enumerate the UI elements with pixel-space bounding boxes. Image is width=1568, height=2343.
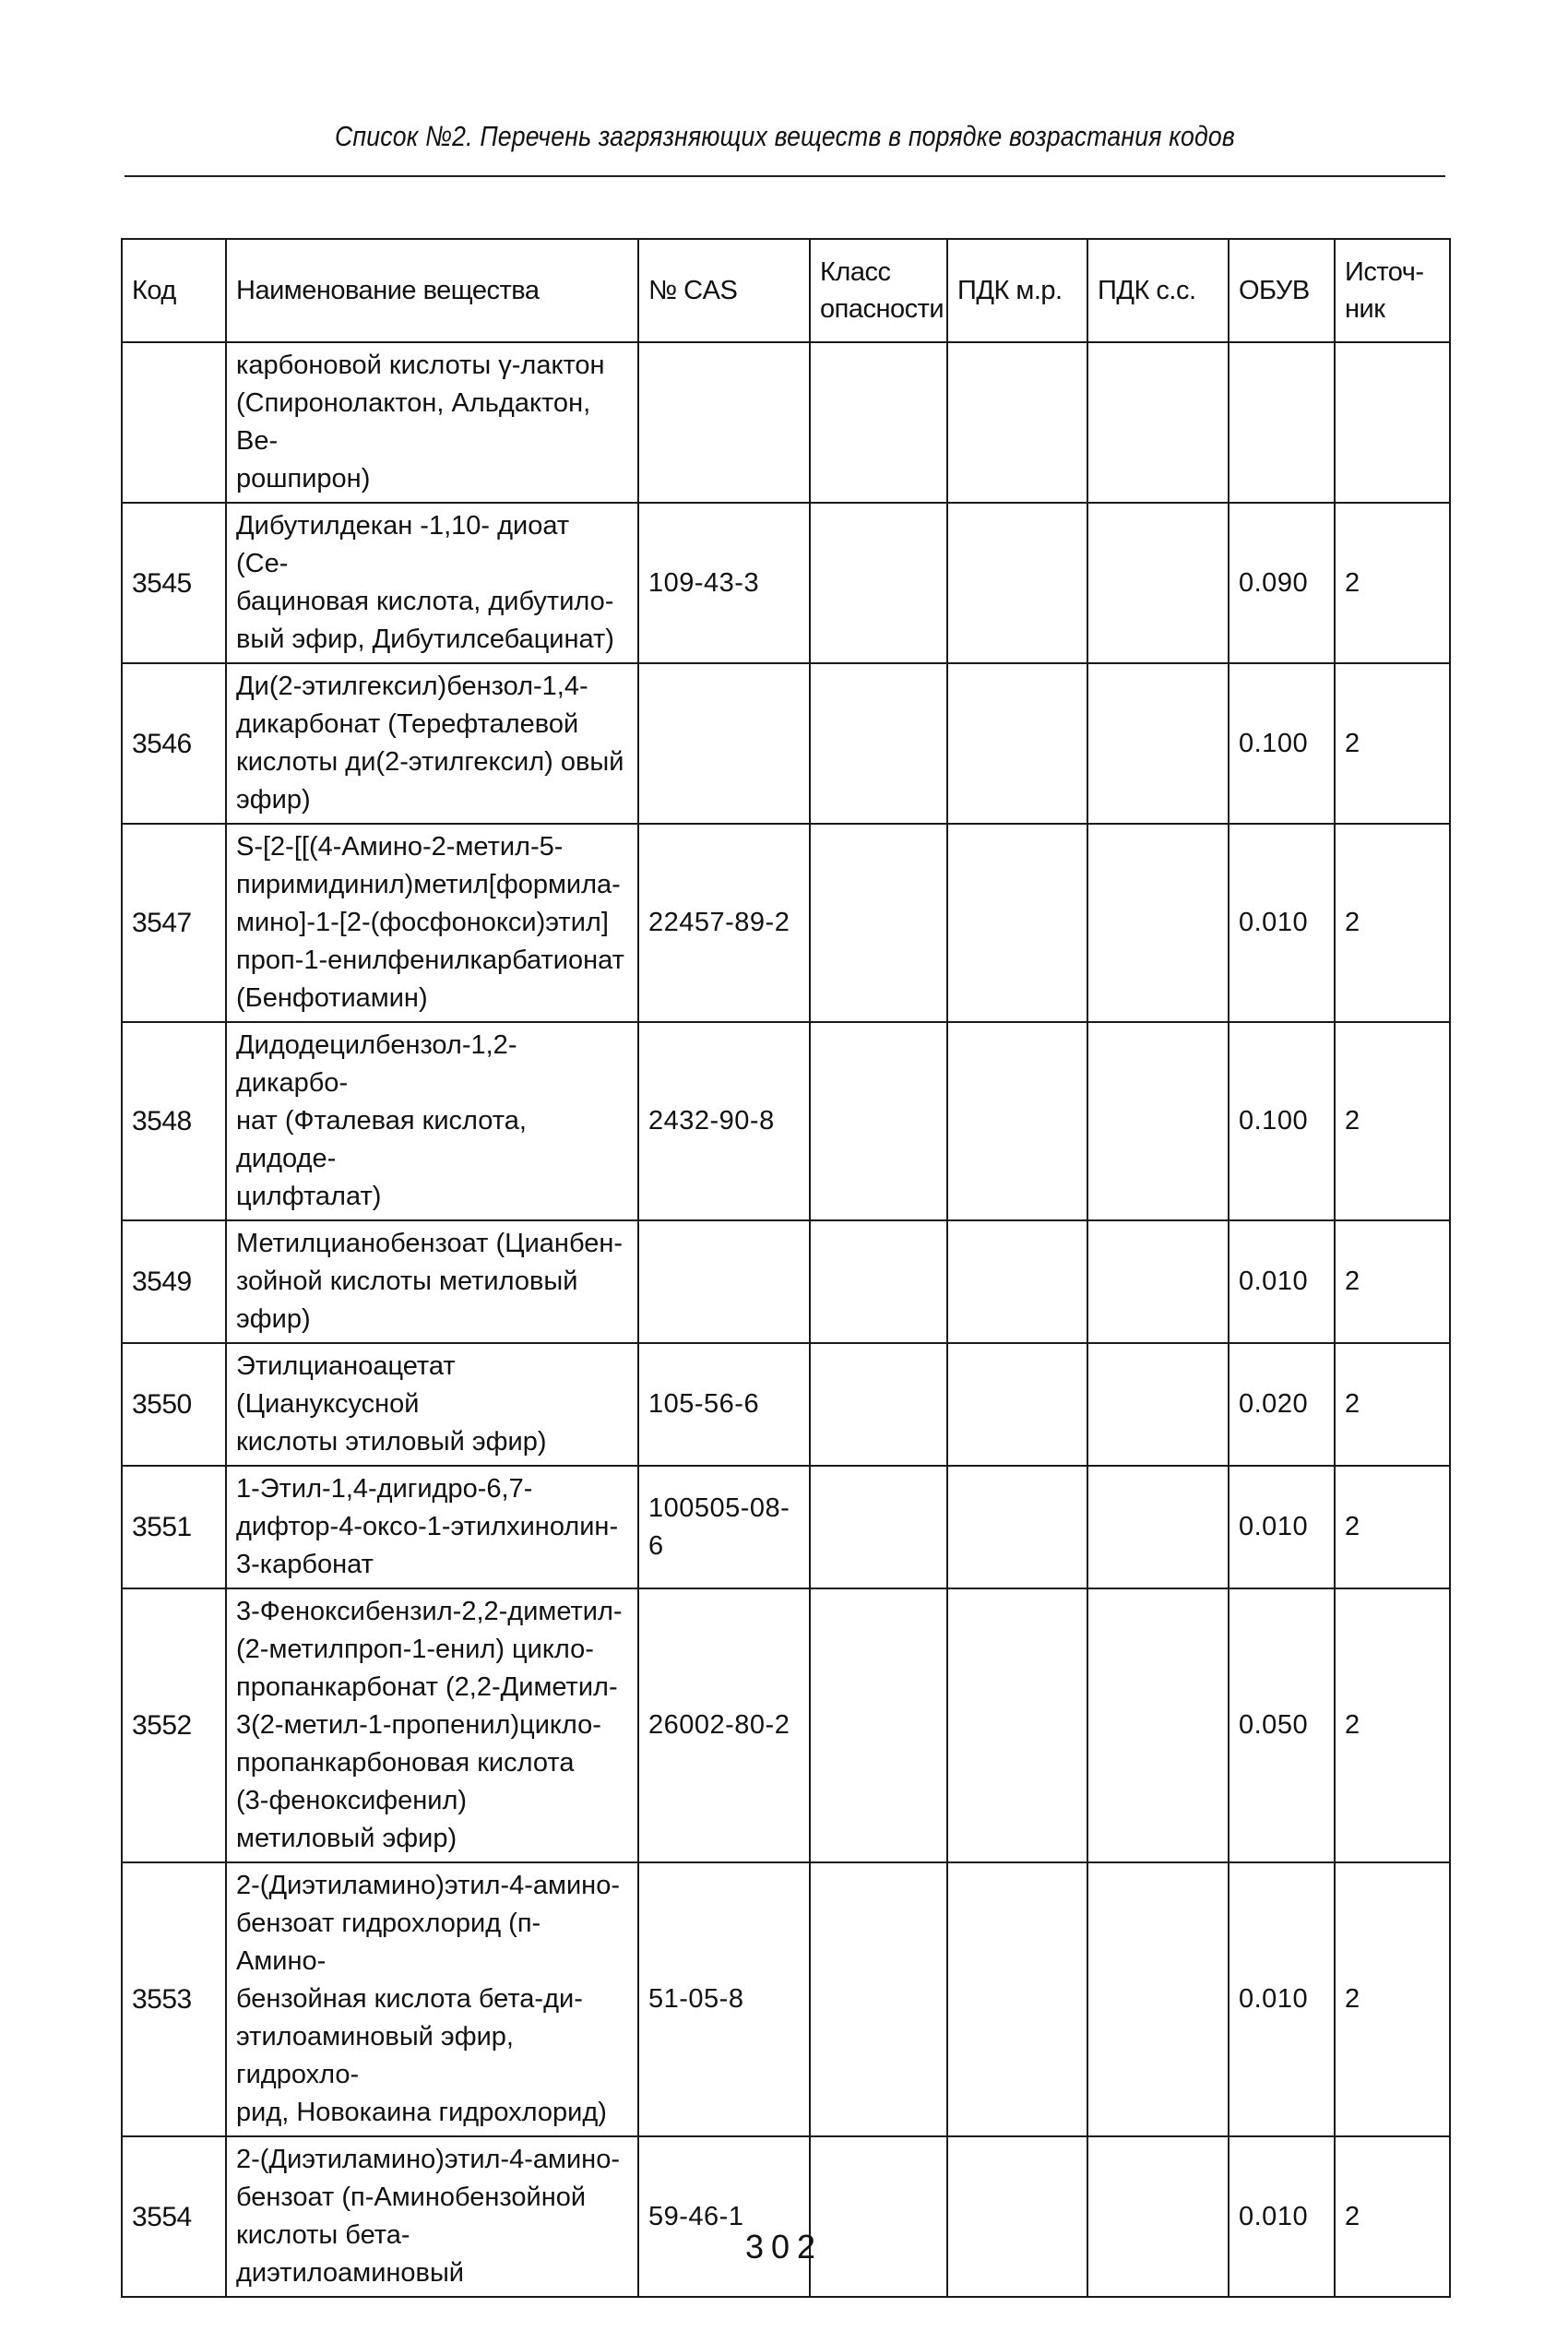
cell-name: карбоновой кислоты γ-лактон (Спиронолактон, Альдактон, Ве- рошпирон): [226, 342, 638, 503]
cell-source: 2: [1335, 1588, 1450, 1862]
table-row: [122, 1588, 1450, 1862]
cell-code: 3546: [122, 663, 226, 824]
column-header-obuv: ОБУВ: [1229, 239, 1335, 342]
cell-source: 2: [1335, 824, 1450, 1022]
column-header-name: Наименование вещества: [226, 239, 638, 342]
cell-pdk-mr: [947, 1588, 1087, 1862]
cell-pdk-ss: [1087, 342, 1229, 503]
cell-pdk-mr: [947, 1220, 1087, 1343]
cell-pdk-mr: [947, 342, 1087, 503]
cell-pdk-mr: [947, 1466, 1087, 1588]
cell-hazard-class: [810, 1588, 947, 1862]
cell-source: 2: [1335, 503, 1450, 663]
page-number: 302: [744, 2228, 824, 2266]
cell-obuv: 0.010: [1229, 1220, 1335, 1343]
substances-table: [121, 238, 1451, 2298]
cell-obuv: 0.090: [1229, 503, 1335, 663]
cell-source: 2: [1335, 1022, 1450, 1220]
page-header-title: Список №2. Перечень загрязняющих веществ в порядке возрастания кодов: [335, 120, 1235, 152]
cell-cas: 2432-90-8: [638, 1022, 810, 1220]
cell-pdk-mr: [947, 1022, 1087, 1220]
cell-obuv: [1229, 342, 1335, 503]
cell-name: 2-(Диэтиламино)этил-4-амино- бензоат (п-Аминобензойной кислоты бета-диэтилоаминовый: [226, 2136, 638, 2297]
header-divider: [125, 175, 1445, 177]
cell-name: S-[2-[[(4-Амино-2-метил-5- пиримидинил)метил[формила- мино]-1-[2-(фосфонокси)этил] проп-1-енилфенилкарбатионат (Бенфотиамин): [226, 824, 638, 1022]
cell-pdk-mr: [947, 663, 1087, 824]
cell-name: 1-Этил-1,4-дигидро-6,7- дифтор-4-оксо-1-этилхинолин- 3-карбонат: [226, 1466, 638, 1588]
cell-source: 2: [1335, 663, 1450, 824]
cell-obuv: 0.010: [1229, 1466, 1335, 1588]
table-row: [122, 1220, 1450, 1343]
table-row: [122, 663, 1450, 824]
table-row: [122, 1343, 1450, 1466]
cell-hazard-class: [810, 503, 947, 663]
cell-name: Ди(2-этилгексил)бензол-1,4- дикарбонат (Терефталевой кислоты ди(2-этилгексил) овый эфир): [226, 663, 638, 824]
cell-pdk-mr: [947, 824, 1087, 1022]
table-row: [122, 824, 1450, 1022]
cell-source: 2: [1335, 1220, 1450, 1343]
cell-hazard-class: [810, 1220, 947, 1343]
cell-cas: [638, 663, 810, 824]
cell-hazard-class: [810, 1343, 947, 1466]
cell-hazard-class: [810, 1466, 947, 1588]
table-row: [122, 2136, 1450, 2297]
cell-code: 3549: [122, 1220, 226, 1343]
table-row: [122, 503, 1450, 663]
cell-name: Дибутилдекан -1,10- диоат (Се- бациновая кислота, дибутило- вый эфир, Дибутилсебацинат): [226, 503, 638, 663]
cell-cas: 22457-89-2: [638, 824, 810, 1022]
cell-code: 3550: [122, 1343, 226, 1466]
cell-name: Метилцианобензоат (Цианбен- зойной кислоты метиловый эфир): [226, 1220, 638, 1343]
table-row: [122, 342, 1450, 503]
cell-pdk-ss: [1087, 1862, 1229, 2136]
cell-pdk-ss: [1087, 2136, 1229, 2297]
cell-hazard-class: [810, 342, 947, 503]
cell-cas: 26002-80-2: [638, 1588, 810, 1862]
cell-cas: 51-05-8: [638, 1862, 810, 2136]
cell-pdk-ss: [1087, 1588, 1229, 1862]
cell-name: 3-Феноксибензил-2,2-диметил- (2-метилпроп-1-енил) цикло- пропанкарбонат (2,2-Диметил- 3(2-метил-1-пропенил)цикло- пропанкарбоновая кислота (3-феноксифенил) метиловый эфир): [226, 1588, 638, 1862]
column-header-source: Источ-ник: [1335, 239, 1450, 342]
cell-obuv: 0.010: [1229, 824, 1335, 1022]
cell-code: 3551: [122, 1466, 226, 1588]
cell-pdk-ss: [1087, 503, 1229, 663]
cell-source: 2: [1335, 2136, 1450, 2297]
cell-cas: 109-43-3: [638, 503, 810, 663]
table-row: [122, 1022, 1450, 1220]
cell-source: 2: [1335, 1466, 1450, 1588]
cell-pdk-mr: [947, 1343, 1087, 1466]
cell-hazard-class: [810, 663, 947, 824]
cell-code: 3545: [122, 503, 226, 663]
cell-pdk-mr: [947, 503, 1087, 663]
cell-obuv: 0.100: [1229, 1022, 1335, 1220]
column-header-code: Код: [122, 239, 226, 342]
cell-hazard-class: [810, 1862, 947, 2136]
cell-cas: 100505-08-6: [638, 1466, 810, 1588]
cell-hazard-class: [810, 824, 947, 1022]
cell-name: Этилцианоацетат (Циануксусной кислоты этиловый эфир): [226, 1343, 638, 1466]
cell-source: [1335, 342, 1450, 503]
cell-code: 3547: [122, 824, 226, 1022]
cell-pdk-ss: [1087, 1220, 1229, 1343]
cell-cas: 59-46-1: [638, 2136, 810, 2297]
table-row: [122, 1862, 1450, 2136]
cell-pdk-ss: [1087, 1343, 1229, 1466]
cell-obuv: 0.050: [1229, 1588, 1335, 1862]
cell-code: 3553: [122, 1862, 226, 2136]
cell-name: 2-(Диэтиламино)этил-4-амино- бензоат гидрохлорид (п-Амино- бензойная кислота бета-ди- этилоаминовый эфир, гидрохло- рид, Новокаина гидрохлорид): [226, 1862, 638, 2136]
cell-code: 3548: [122, 1022, 226, 1220]
cell-hazard-class: [810, 1022, 947, 1220]
column-header-cas: № CAS: [638, 239, 810, 342]
table-header-row: [122, 239, 1450, 342]
cell-pdk-ss: [1087, 663, 1229, 824]
cell-hazard-class: [810, 2136, 947, 2297]
cell-code: [122, 342, 226, 503]
column-header-pdk-ss: ПДК с.с.: [1087, 239, 1229, 342]
cell-pdk-ss: [1087, 824, 1229, 1022]
cell-source: 2: [1335, 1343, 1450, 1466]
column-header-hazard-class: Класс опасности: [810, 239, 947, 342]
cell-source: 2: [1335, 1862, 1450, 2136]
cell-name: Дидодецилбензол-1,2-дикарбо- нат (Фталевая кислота, дидоде- цилфталат): [226, 1022, 638, 1220]
cell-obuv: 0.100: [1229, 663, 1335, 824]
cell-pdk-mr: [947, 1862, 1087, 2136]
cell-obuv: 0.020: [1229, 1343, 1335, 1466]
cell-obuv: 0.010: [1229, 2136, 1335, 2297]
cell-code: 3554: [122, 2136, 226, 2297]
cell-cas: [638, 1220, 810, 1343]
cell-pdk-ss: [1087, 1022, 1229, 1220]
table-row: [122, 1466, 1450, 1588]
cell-obuv: 0.010: [1229, 1862, 1335, 2136]
column-header-pdk-mr: ПДК м.р.: [947, 239, 1087, 342]
cell-cas: [638, 342, 810, 503]
cell-pdk-mr: [947, 2136, 1087, 2297]
cell-code: 3552: [122, 1588, 226, 1862]
cell-cas: 105-56-6: [638, 1343, 810, 1466]
cell-pdk-ss: [1087, 1466, 1229, 1588]
